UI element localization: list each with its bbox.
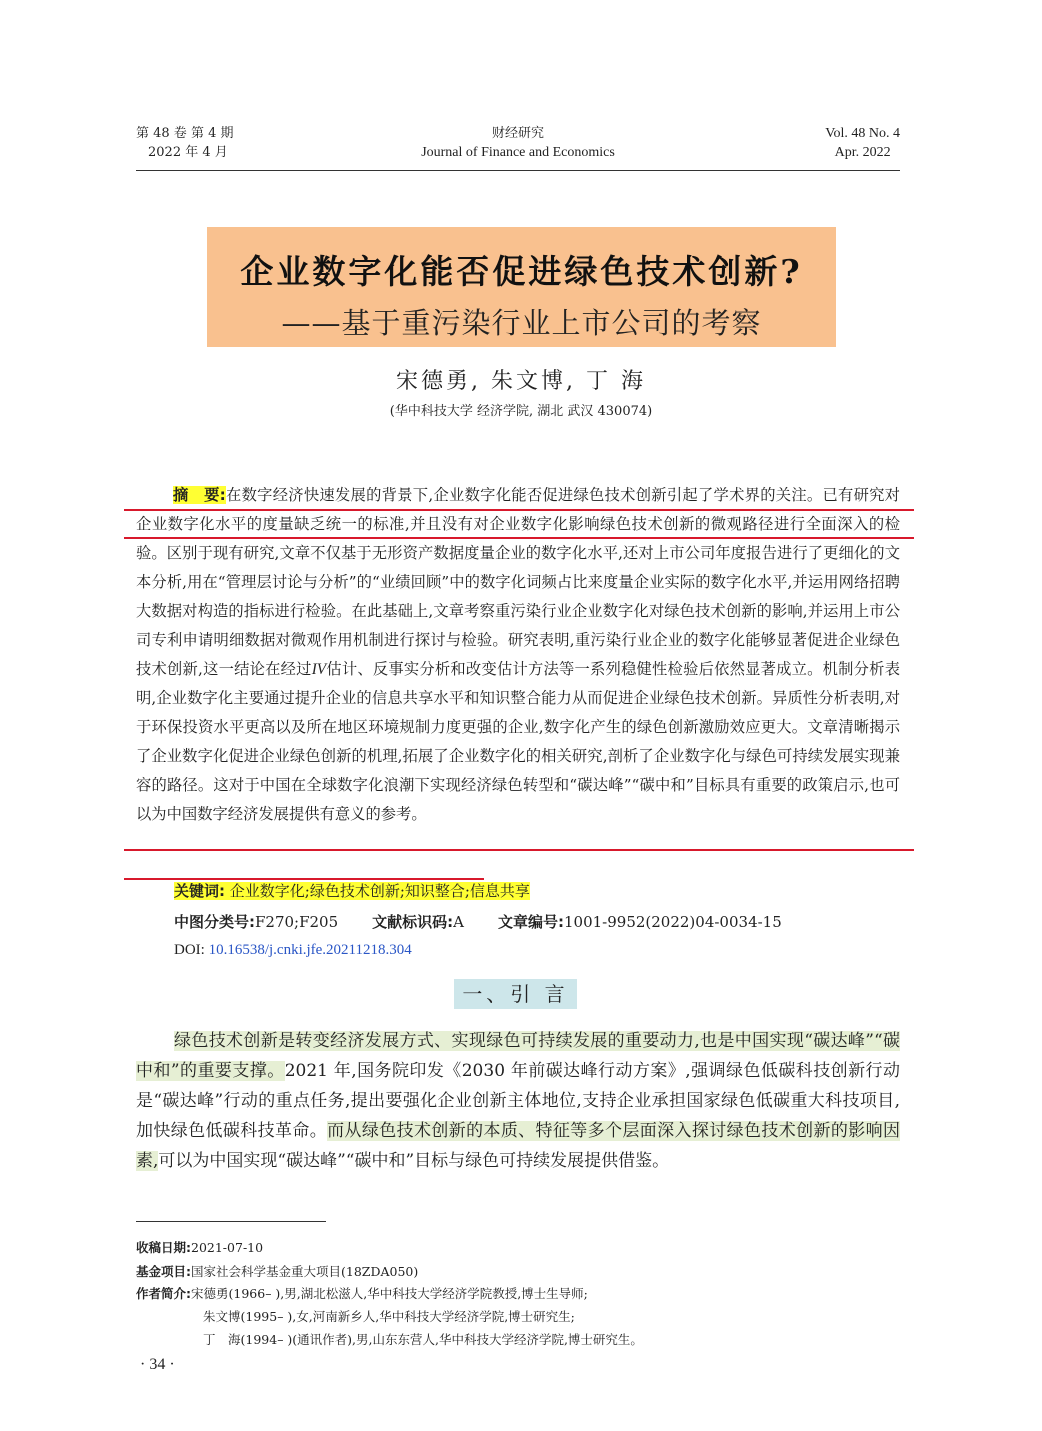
footnote-rule [136, 1221, 326, 1222]
keywords-text: 企业数字化;绿色技术创新;知识整合;信息共享 [225, 882, 530, 900]
clc-label: 中图分类号: [174, 913, 255, 931]
keywords [174, 880, 530, 901]
doi-line [174, 942, 412, 959]
section-heading: 一、引 言 [454, 979, 577, 1009]
doc-code-label: 文献标识码: [372, 913, 454, 931]
abstract [136, 481, 900, 829]
intro-paragraph [136, 1026, 900, 1176]
fund-label: 基金项目: [136, 1264, 191, 1279]
abstract-label: 摘 要: [173, 486, 226, 504]
volume-issue: 第 48 卷 第 4 期 [136, 126, 234, 141]
issue-date: 2022 年 4 月 [148, 145, 228, 160]
doi-label: DOI: [174, 942, 209, 958]
highlight-green: 绿色技术创新是转变经济发展方式、实现绿色可持续发展的重要动力,也是中国实现“碳达峰”“碳中和”的重要支撑。 [136, 1031, 900, 1081]
affiliation: (华中科技大学 经济学院, 湖北 武汉 430074) [389, 404, 653, 419]
article-subtitle: ——基于重污染行业上市公司的考察 [281, 306, 762, 340]
abstract-text-cont: 估计、反事实分析和改变估计方法等一系列稳健性检验后依然显著成立。机制分析表明,企业数字化主要通过提升企业的信息共享水平和知识整合能力从而促进企业绿色技术创新。异质性分析表明,对于环保投资水平更高以及所在地区环境规制力度更强的企业,数字化产生的绿色创新激励效应更大。文章清晰揭示了企业数字化促进企业绿色创新的机理,拓展了企业数字化的相关研究,剖析了企业数字化与绿色可持续发展实现兼容的路径。这对于中国在全球数字化浪潮下实现经济绿色转型和“碳达峰”“碳中和”目标具有重要的政策启示,也可以为中国数字经济发展提供有意义的参考。 [136, 660, 900, 823]
volume-issue-en: Vol. 48 No. 4 [825, 126, 900, 141]
header-rule [136, 170, 900, 171]
footnote-author [136, 1286, 588, 1302]
intro-text: 可以为中国实现“碳达峰”“碳中和”目标与绿色可持续发展提供借鉴。 [158, 1151, 670, 1171]
received-label: 收稿日期: [136, 1240, 191, 1255]
annotation-underline [124, 537, 914, 539]
article-title: 企业数字化能否促进绿色技术创新? [240, 252, 803, 291]
author-list: 宋德勇, 朱文博, 丁 海 [396, 369, 646, 394]
author-bio: 宋德勇(1966– ),男,湖北松滋人,华中科技大学经济学院教授,博士生导师; [191, 1286, 588, 1301]
article-number-label: 文章编号: [497, 913, 564, 931]
annotation-underline [124, 509, 914, 511]
doi-link[interactable]: 10.16538/j.cnki.jfe.20211218.304 [208, 942, 412, 958]
journal-name-en: Journal of Finance and Economics [421, 145, 615, 160]
author-label: 作者简介: [136, 1286, 191, 1301]
abstract-text: 在数字经济快速发展的背景下,企业数字化能否促进绿色技术创新引起了学术界的关注。已有研究对企业数字化水平的度量缺乏统一的标准,并且没有对企业数字化影响绿色技术创新的微观路径进行全面深入的检验。区别于现有研究,文章不仅基于无形资产数据度量企业的数字化水平,还对上市公司年度报告进行了更细化的文本分析,用在“管理层讨论与分析”的“业绩回顾”中的数字化词频占比来度量企业实际的数字化水平,并运用网络招聘大数据对构造的指标进行检验。在此基础上,文章考察重污染行业企业数字化对绿色技术创新的影响,并运用上市公司专利申请明细数据对微观作用机制进行探讨与检验。研究表明,重污染行业企业的数字化能够显著促进企业绿色技术创新,这一结论在经过 [136, 486, 900, 678]
footnote-received [136, 1240, 263, 1256]
page-number: · 34 · [140, 1356, 175, 1373]
classification-line [174, 911, 782, 932]
fund-value: 国家社会科学基金重大项目(18ZDA050) [191, 1264, 419, 1279]
title-box [207, 227, 836, 347]
annotation-underline [124, 849, 914, 851]
footnote-author: 丁 海(1994– )(通讯作者),男,山东东营人,华中科技大学经济学院,博士研究生。 [203, 1332, 643, 1347]
footnote-fund [136, 1264, 418, 1280]
journal-name [136, 124, 900, 162]
intro-text: 2021 年,国务院印发《2030 年前碳达峰行动方案》,强调绿色低碳科技创新行动是“碳达峰”行动的重点任务,提出要强化企业创新主体地位,支持企业承担国家绿色低碳重大科技项目,加快绿色低碳科技革命。 [136, 1061, 900, 1141]
abstract-iv: IV [311, 661, 327, 678]
issue-date-en: Apr. 2022 [834, 145, 891, 160]
footnote-author: 朱文博(1995– ),女,河南新乡人,华中科技大学经济学院,博士研究生; [203, 1309, 575, 1324]
doc-code-value: A [453, 913, 464, 931]
volume-info-en [825, 124, 900, 162]
running-header [136, 124, 900, 170]
keywords-label: 关键词: [174, 882, 225, 900]
highlight-green: 而从绿色技术创新的本质、特征等多个层面深入探讨绿色技术创新的影响因素, [136, 1121, 900, 1171]
clc-value: F270;F205 [255, 913, 339, 931]
received-date: 2021-07-10 [191, 1240, 264, 1255]
journal-name-cn: 财经研究 [491, 126, 544, 141]
article-number-value: 1001-9952(2022)04-0034-15 [563, 913, 782, 931]
